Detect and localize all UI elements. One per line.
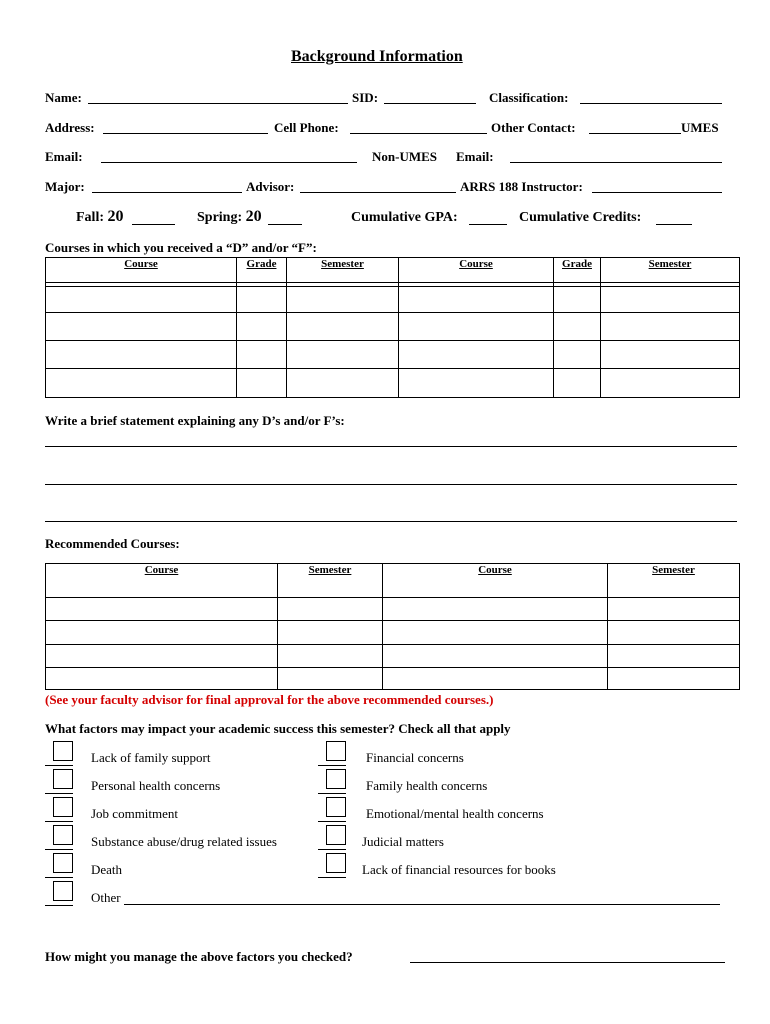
checkbox-lack-of-family-support[interactable] xyxy=(53,741,73,761)
checkbox-line xyxy=(318,877,346,878)
address-field[interactable] xyxy=(103,133,268,134)
arrs-instructor-label: ARRS 188 Instructor: xyxy=(460,179,583,194)
recommended-courses-table xyxy=(45,563,740,690)
factor-label: Judicial matters xyxy=(362,834,444,849)
checkbox-death[interactable] xyxy=(53,853,73,873)
checkbox-line xyxy=(45,765,73,766)
cell-phone-label: Cell Phone: xyxy=(274,120,339,135)
table-row[interactable] xyxy=(46,341,740,369)
major-label: Major: xyxy=(45,179,85,194)
checkbox-line xyxy=(45,849,73,850)
umes-email-field[interactable] xyxy=(101,162,357,163)
rec-header-semester-1: Semester xyxy=(278,564,383,598)
checkbox-line xyxy=(318,849,346,850)
manage-field[interactable] xyxy=(410,962,725,963)
advisor-approval-note: (See your faculty advisor for final approval for the above recommended courses.) xyxy=(45,692,494,707)
factor-label: Other xyxy=(91,890,121,905)
checkbox-line xyxy=(318,821,346,822)
checkbox-financial-concerns[interactable] xyxy=(326,741,346,761)
cum-gpa-label-text: Cumulative GPA xyxy=(351,210,454,225)
rec-header-semester-2: Semester xyxy=(608,564,740,598)
classification-field[interactable] xyxy=(580,103,722,104)
other-contact-label: Other Contact: xyxy=(491,120,576,135)
table-row[interactable] xyxy=(46,621,740,645)
table-row[interactable] xyxy=(46,369,740,398)
factor-label: Substance abuse/drug related issues xyxy=(91,834,277,849)
df-header-semester-1: Semester xyxy=(287,258,399,283)
cum-credits-label: Cumulative Credits: xyxy=(519,210,642,225)
advisor-field[interactable] xyxy=(300,192,456,193)
fall-label-text: Fall xyxy=(76,210,100,225)
other-contact-field[interactable] xyxy=(589,133,681,134)
factor-label: Personal health concerns xyxy=(91,778,221,793)
table-row[interactable] xyxy=(46,668,740,690)
checkbox-line xyxy=(45,905,73,906)
factor-label: Job commitment xyxy=(91,806,179,821)
sid-label: SID: xyxy=(352,90,379,105)
checkbox-line xyxy=(45,793,73,794)
statement-line-3[interactable] xyxy=(45,521,737,522)
factor-label: Emotional/mental health concerns xyxy=(366,806,544,821)
factor-label: Lack of financial resources for books xyxy=(362,862,556,877)
cum-credits-field[interactable] xyxy=(656,224,692,225)
factors-question: What factors may impact your academic success this semester? Check all that apply xyxy=(45,721,511,736)
name-label-text: Name xyxy=(45,90,78,105)
df-header-course-2: Course xyxy=(399,258,554,283)
statement-line-1[interactable] xyxy=(45,446,737,447)
other-field[interactable] xyxy=(124,904,720,905)
checkbox-line xyxy=(45,877,73,878)
factor-label: Death xyxy=(91,862,123,877)
table-row[interactable] xyxy=(46,598,740,621)
manage-question: How might you manage the above factors you checked? xyxy=(45,949,353,964)
address-label-text: Address xyxy=(45,120,91,135)
factor-label: Family health concerns xyxy=(366,778,488,793)
checkbox-judicial-matters[interactable] xyxy=(326,825,346,845)
cum-gpa-label: Cumulative GPA: xyxy=(351,210,458,225)
major-field[interactable] xyxy=(92,192,242,193)
cell-phone-field[interactable] xyxy=(350,133,487,134)
checkbox-line xyxy=(45,821,73,822)
spring-label: Spring: 20 xyxy=(197,208,262,225)
fall-label: Fall: 20 xyxy=(76,208,124,225)
df-courses-label: Courses in which you received a “D” and/or “F”: xyxy=(45,240,317,255)
umes-label: UMES xyxy=(681,120,719,135)
arrs-instructor-field[interactable] xyxy=(592,192,722,193)
factor-label: Lack of family support xyxy=(91,750,211,765)
df-header-semester-2: Semester xyxy=(601,258,740,283)
page-title: Background Information xyxy=(291,48,463,65)
recommended-courses-label: Recommended Courses: xyxy=(45,536,180,551)
fall-year-field[interactable] xyxy=(132,224,175,225)
checkbox-line xyxy=(318,765,346,766)
checkbox-emotional-mental-health[interactable] xyxy=(326,797,346,817)
advisor-label: Advisor: xyxy=(246,179,295,194)
classification-label: Classification: xyxy=(489,90,569,105)
df-courses-table xyxy=(45,257,740,398)
factor-label: Financial concerns xyxy=(366,750,464,765)
spring-year-field[interactable] xyxy=(268,224,302,225)
rec-header-course-1: Course xyxy=(46,564,278,598)
checkbox-job-commitment[interactable] xyxy=(53,797,73,817)
cell-phone-label-text: Cell Phone xyxy=(274,120,335,135)
fall-year: 20 xyxy=(107,208,124,225)
checkbox-family-health-concerns[interactable] xyxy=(326,769,346,789)
rec-header-course-2: Course xyxy=(383,564,608,598)
checkbox-substance-abuse[interactable] xyxy=(53,825,73,845)
sid-field[interactable] xyxy=(384,103,476,104)
table-row[interactable] xyxy=(46,645,740,668)
df-header-course-1: Course xyxy=(46,258,237,283)
table-row[interactable] xyxy=(46,313,740,341)
name-field[interactable] xyxy=(88,103,348,104)
spring-label-text: Spring xyxy=(197,210,238,225)
name-label: Name: xyxy=(45,90,82,105)
df-header-grade-2: Grade xyxy=(554,258,601,283)
table-row[interactable] xyxy=(46,287,740,313)
checkbox-lack-of-financial-resources[interactable] xyxy=(326,853,346,873)
email2-label: Email: xyxy=(456,149,494,164)
spring-year: 20 xyxy=(245,208,262,225)
non-umes-label: Non-UMES xyxy=(372,149,438,164)
statement-line-2[interactable] xyxy=(45,484,737,485)
address-label: Address: xyxy=(45,120,95,135)
sid-label-text: SID xyxy=(352,90,374,105)
statement-label: Write a brief statement explaining any D’s and/or F’s: xyxy=(45,413,345,428)
checkbox-personal-health-concerns[interactable] xyxy=(53,769,73,789)
df-header-grade-1: Grade xyxy=(237,258,287,283)
checkbox-other[interactable] xyxy=(53,881,73,901)
checkbox-line xyxy=(318,793,346,794)
non-umes-email-field[interactable] xyxy=(510,162,722,163)
cum-gpa-field[interactable] xyxy=(469,224,507,225)
email-label: Email: xyxy=(45,149,83,164)
